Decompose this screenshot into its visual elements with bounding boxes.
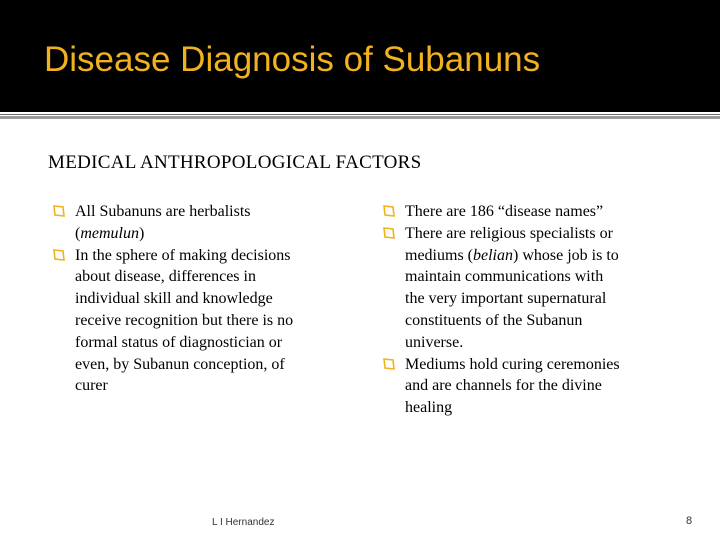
bullet-line: healing xyxy=(405,399,453,417)
hollow-square-bullet-icon xyxy=(382,204,396,218)
bullet-line: universe. xyxy=(405,333,464,351)
bullet-line: (memulun) xyxy=(75,224,145,242)
bullet-item xyxy=(382,354,672,419)
hollow-square-bullet-icon xyxy=(52,248,66,262)
slide-title: Disease Diagnosis of Subanuns xyxy=(44,40,541,79)
bullet-line: receive recognition but there is no xyxy=(75,311,294,329)
bullet-item xyxy=(382,223,672,354)
bullet-line: mediums (belian) whose job is to xyxy=(405,246,619,264)
title-divider-thick xyxy=(0,116,720,119)
bullet-line: even, by Subanun conception, of xyxy=(75,355,285,373)
bullet-line: In the sphere of making decisions xyxy=(75,246,291,264)
bullet-line: individual skill and knowledge xyxy=(75,290,273,308)
hollow-square-bullet-icon xyxy=(382,357,396,371)
bullet-item xyxy=(382,201,672,223)
section-subheading: MEDICAL ANTHROPOLOGICAL FACTORS xyxy=(48,152,422,173)
bullet-line: and are channels for the divine xyxy=(405,377,602,395)
italic-term: memulun xyxy=(80,224,139,242)
hollow-square-bullet-icon xyxy=(52,204,66,218)
right-bullet-column xyxy=(382,201,672,419)
title-bar xyxy=(0,0,720,112)
bullet-line: maintain communications with xyxy=(405,268,604,286)
hollow-square-bullet-icon xyxy=(382,226,396,240)
bullet-line: There are 186 “disease names” xyxy=(405,203,604,220)
bullet-line: formal status of diagnostician or xyxy=(75,333,283,351)
bullet-line: the very important supernatural xyxy=(405,290,607,308)
italic-term: belian xyxy=(473,246,513,264)
bullet-line: about disease, differences in xyxy=(75,268,256,286)
bullet-line: There are religious specialists or xyxy=(405,224,613,242)
title-divider-thin xyxy=(0,114,720,115)
bullet-line: Mediums hold curing ceremonies xyxy=(405,355,620,373)
footer-author: L I Hernandez xyxy=(212,517,275,528)
bullet-line: constituents of the Subanun xyxy=(405,311,583,329)
page-number: 8 xyxy=(686,515,693,527)
bullet-line: All Subanuns are herbalists xyxy=(75,203,251,220)
bullet-item xyxy=(52,245,352,398)
left-bullet-column xyxy=(52,201,352,397)
bullet-item xyxy=(52,201,352,245)
bullet-line: curer xyxy=(75,377,108,395)
